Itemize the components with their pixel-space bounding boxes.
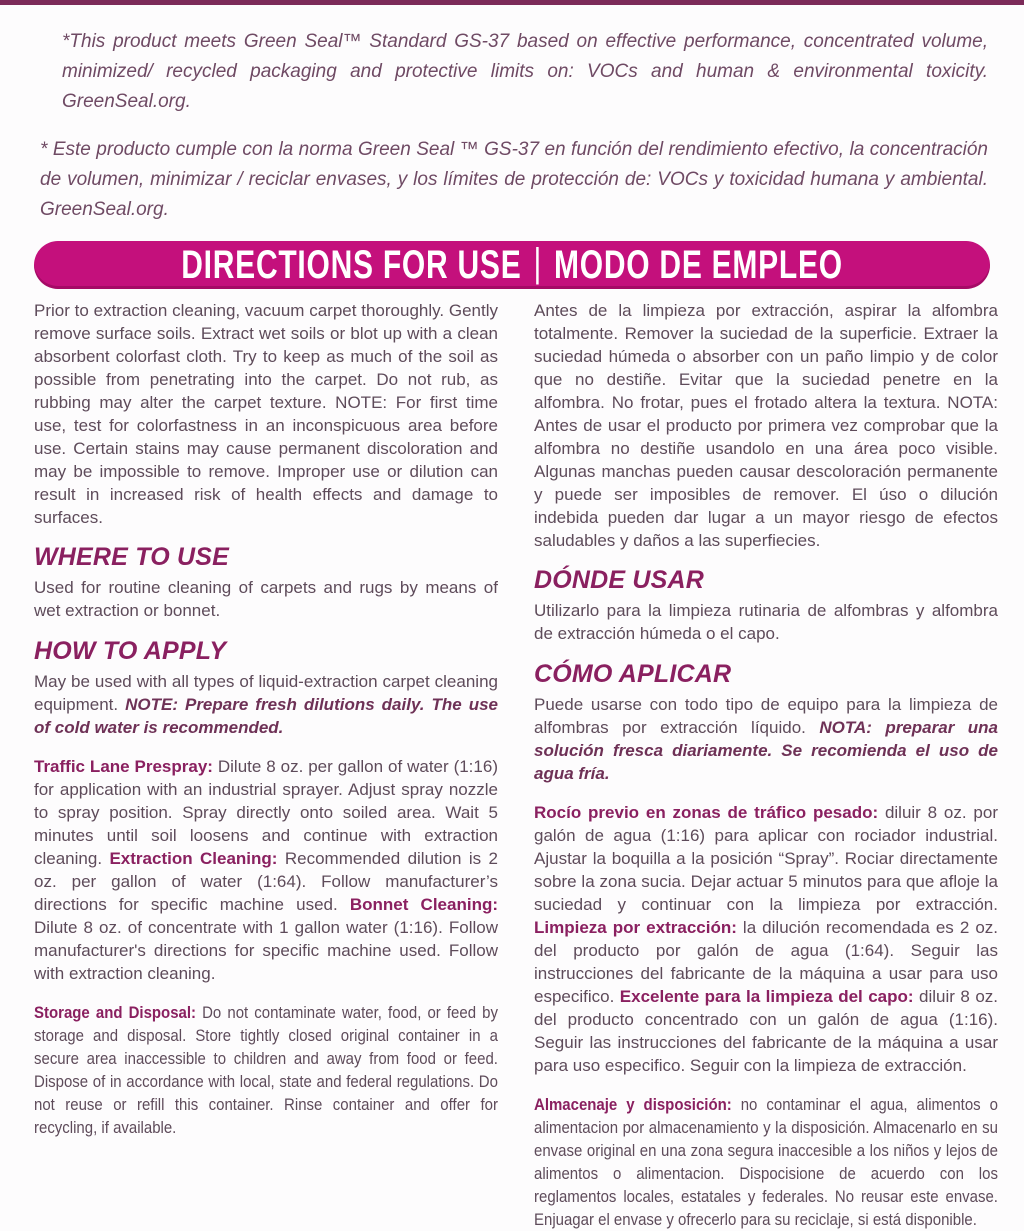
where-to-use-heading: WHERE TO USE [34, 543, 230, 571]
application-directions-en: Traffic Lane Prespray: Dilute 8 oz. per gallon of water (1:16) for application with an industrial sprayer. Adjust spray nozzle to spray position. Spray directly onto soiled area. Wait 5 minutes until soil loosens and continue with extraction cleaning. Extraction Cleaning: Recommended dilution is 2 oz. per gallon of water (1:64). Follow manufacturer’s directions for specific machine used. Bonnet Cleaning: Dilute 8 oz. of concentrate with 1 gallon water (1:16). Follow manufacturer's directions for specific machine used. Follow with extraction cleaning. [34, 757, 498, 983]
spanish-intro-paragraph: Antes de la limpieza por extracción, aspirar la alfombra totalmente. Remover la suciedad de la superficie. Extraer la suciedad húmeda o absorber con un paño limpio y de color que no destiñe. Evitar que la suciedad penetre en la alfombra. No frotar, pues el frotado altera la textura. NOTA: Antes de usar el producto por primera vez comprobar que la alfombra no destiñe usandolo en una área poco visible. Algunas manchas pueden causar descoloración permanente y puede ser imposibles de remover. El úso o dilución indebida pueden dar lugar a un mayor riesgo de efectos saludables y daños a las superfiecies. [534, 301, 998, 550]
como-aplicar-heading: CÓMO APLICAR [534, 660, 732, 688]
directions-banner-text [181, 240, 843, 288]
banner-title-es: MODO DE EMPLEO [553, 242, 843, 287]
spanish-column [534, 299, 998, 1231]
where-to-use-body: Used for routine cleaning of carpets and rugs by means of wet extraction or bonnet. [34, 578, 498, 620]
green-seal-statement-en: *This product meets Green Seal™ Standard GS-37 based on effective performance, concentrated volume, minimized/ recycled packaging and protective limits on: VOCs and human & environmental toxicity. GreenSeal.org. [62, 31, 988, 112]
storage-disposal-en: Storage and Disposal: Do not contaminate water, food, or feed by storage and disposal. Store tightly closed original container in a secure area inaccessible to children and away from food or feed. Dispose of in accordance with local, state and federal regulations. Do not reuse or refill this container. Rinse container and offer for recycling, if available. [34, 1003, 498, 1137]
banner-separator: | [533, 240, 542, 285]
application-directions-es: Rocío previo en zonas de tráfico pesado: diluir 8 oz. por galón de agua (1:16) para aplicar con rociador industrial. Ajustar la boquilla a la posición “Spray”. Rociar directamente sobre la zona sucia. Dejar actuar 5 minutos para que afloje la suciedad y continuar con la limpieza por extracción. Limpieza por extracción: la dilución recomendada es 2 oz. del producto por galón de agua (1:64). Seguir las instrucciones del fabricante de la máquina a usar para uso especifico. Excelente para la limpieza del capo: diluir 8 oz. del producto concentrado con un galón de agua (1:16). Seguir las instrucciones del fabricante de la máquina a usar para uso especifico. Seguir con la limpieza de extracción. [534, 803, 998, 1075]
how-to-apply-heading: HOW TO APPLY [34, 637, 227, 665]
como-aplicar-body: Puede usarse con todo tipo de equipo para la limpieza de alfombras por extracción líquido. NOTA: preparar una solución fresca diariamente. Se recomienda el uso de agua fría. [534, 695, 998, 783]
green-seal-statement-es: * Este producto cumple con la norma Green Seal ™ GS-37 en función del rendimiento efectivo, la concentración de volumen, minimizar / reciclar envases, y los límites de protección de: VOCs y toxicidad humana y ambiental. GreenSeal.org. [40, 139, 988, 220]
donde-usar-body: Utilizarlo para la limpieza rutinaria de alfombras y alfombra de extracción húmeda o el capo. [534, 601, 998, 643]
english-intro-paragraph: Prior to extraction cleaning, vacuum carpet thoroughly. Gently remove surface soils. Extract wet soils or blot up with a clean absorbent colorfast cloth. Try to keep as much of the soil as possible from penetrating into the carpet. Do not rub, as rubbing may alter the carpet texture. NOTE: For first time use, test for colorfastness in an inconspicuous area before use. Certain stains may cause permanent discoloration and may be impossible to remove. Improper use or dilution can result in increased risk of health effects and damage to surfaces. [34, 301, 498, 527]
directions-banner [34, 241, 990, 289]
directions-columns [0, 289, 1024, 1231]
how-to-apply-body: May be used with all types of liquid-extraction carpet cleaning equipment. NOTE: Prepare fresh dilutions daily. The use of cold water is recommended. [34, 672, 498, 737]
banner-title-en: DIRECTIONS FOR USE [181, 242, 522, 287]
green-seal-statements [0, 5, 1024, 225]
english-column [34, 299, 498, 1231]
almacenaje-disposicion-es: Almacenaje y disposición: no contaminar el agua, alimentos o alimentacion por almacenamiento y la disposición. Almacenarlo en su envase original en una zona segura inaccesible a los niños y lejos de alimentos o alimentacion. Dispocisione de acuerdo con los reglamentos locales, estatales y federales. No reusar este envase. Enjuagar el envase y ofrecerlo para su reciclaje, si está disponible. [534, 1095, 998, 1229]
donde-usar-heading: DÓNDE USAR [534, 566, 705, 594]
